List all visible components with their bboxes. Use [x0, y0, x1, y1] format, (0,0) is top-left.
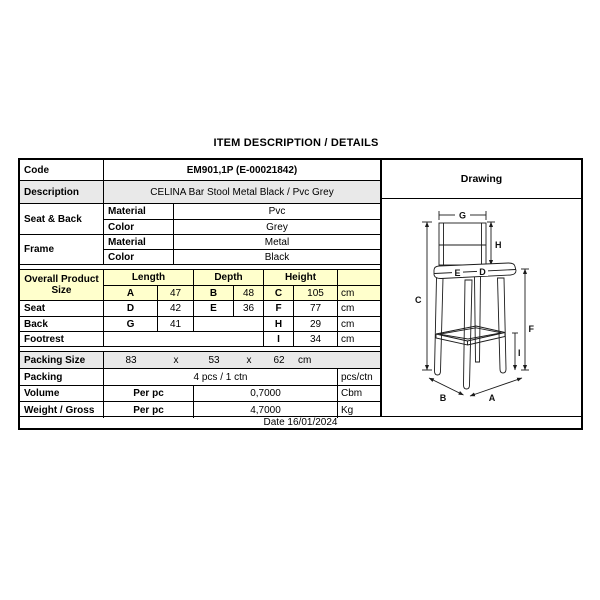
dim-key: H: [264, 317, 294, 331]
description-value: CELINA Bar Stool Metal Black / Pvc Grey: [150, 186, 334, 198]
material-label: Material: [104, 204, 174, 219]
per-pc-cell: Per pc: [104, 386, 194, 401]
overall-size-values-row: [104, 286, 380, 301]
dim-H: [487, 222, 502, 265]
weight-row: [20, 402, 380, 418]
seat-back-color-value: Grey: [266, 222, 288, 233]
footrest-size-row: [20, 332, 380, 347]
drawing-canvas: [382, 199, 581, 416]
code-value: EM901,1P (E-00021842): [186, 164, 298, 176]
empty-cell: [194, 317, 264, 331]
page-title: ITEM DESCRIPTION / DETAILS: [213, 137, 379, 149]
empty-cell: [104, 332, 264, 346]
seat-label: Seat: [20, 301, 104, 316]
unit-cell: pcs/ctn: [341, 371, 373, 383]
dim-G: [439, 211, 486, 221]
dim-key: D: [104, 301, 158, 316]
unit-cell: Kg: [341, 404, 354, 416]
dim-key: F: [264, 301, 294, 316]
seat-back-label: Seat & Back: [20, 204, 104, 234]
packing-size-label: Packing Size: [20, 352, 104, 368]
weight-value: 4,7000: [194, 402, 338, 418]
dim-label-f: F: [528, 324, 534, 334]
packing-value: 4 pcs / 1 ctn: [104, 369, 338, 385]
dim-F: [521, 269, 535, 370]
depth-header: Depth: [194, 270, 264, 285]
packing-dim: 62: [273, 354, 285, 366]
spec-left-section: [20, 160, 382, 416]
per-pc-cell: Per pc: [104, 402, 194, 418]
color-label: Color: [104, 250, 174, 265]
code-label: Code: [20, 160, 104, 180]
stool-drawing: [382, 199, 581, 411]
dim-value: 48: [234, 286, 264, 301]
color-label: Color: [104, 220, 174, 235]
length-header: Length: [104, 270, 194, 285]
dim-value: 47: [158, 286, 194, 301]
height-header: Height: [264, 270, 338, 285]
packing-row: [20, 369, 380, 386]
dim-key: I: [264, 332, 294, 346]
dim-value: 41: [158, 317, 194, 331]
backrest: [439, 223, 486, 265]
dim-key: A: [104, 286, 158, 301]
volume-label: Volume: [20, 386, 104, 401]
table-main-area: [20, 160, 581, 417]
dim-label-e: E: [454, 268, 461, 278]
back-size-row: [20, 317, 380, 332]
dim-B: [429, 378, 464, 403]
unit-cell: cm: [341, 333, 355, 345]
drawing-header: Drawing: [382, 160, 581, 199]
dim-label-g: G: [458, 210, 467, 221]
dim-label-d: D: [479, 267, 486, 277]
unit-header-blank: [338, 270, 380, 285]
seat-back-color-row: [104, 220, 380, 235]
drawing-column: [382, 160, 581, 416]
unit-text: cm: [298, 354, 312, 366]
code-row: [20, 160, 380, 181]
seat-back-group: [20, 204, 380, 235]
description-label: Description: [20, 181, 104, 203]
footrest-label: Footrest: [20, 332, 104, 346]
seat-back-material-row: [104, 204, 380, 220]
frame-color-row: [104, 250, 380, 265]
dim-value: 36: [234, 301, 264, 316]
packing-size-values: [104, 352, 380, 368]
dim-label-a: A: [488, 393, 496, 403]
material-label: Material: [104, 235, 174, 249]
packing-label: Packing: [20, 369, 104, 385]
dim-label-i: I: [518, 348, 521, 358]
packing-size-row: [20, 352, 380, 369]
dim-label-c: C: [415, 295, 422, 305]
frame-color-value: Black: [264, 252, 290, 263]
spec-table: [18, 158, 583, 430]
frame-material-value: Metal: [264, 236, 290, 248]
dim-value: 29: [294, 317, 338, 331]
dim-key: E: [194, 301, 234, 316]
dim-A: [470, 378, 522, 403]
volume-value: 0,7000: [194, 386, 338, 401]
dim-key: C: [264, 286, 294, 301]
seat: [434, 263, 516, 279]
dim-value: 42: [158, 301, 194, 316]
weight-label: Weight / Gross: [20, 402, 104, 418]
dim-I: [512, 333, 521, 370]
frame-label: Frame: [20, 235, 104, 264]
seat-size-row: [20, 301, 380, 317]
dim-value: 77: [294, 301, 338, 316]
frame-group: [20, 235, 380, 265]
dim-C: [415, 222, 432, 370]
volume-row: [20, 386, 380, 402]
packing-dim: 53: [208, 354, 220, 366]
back-label: Back: [20, 317, 104, 331]
unit-cell: cm: [341, 303, 355, 314]
frame-material-row: [104, 235, 380, 250]
unit-cell: cm: [341, 288, 355, 299]
date-row: [20, 417, 581, 429]
overall-size-group: [20, 270, 380, 301]
dim-key: G: [104, 317, 158, 331]
dim-key: B: [194, 286, 234, 301]
dim-value: 34: [294, 332, 338, 346]
dim-label-h: H: [495, 240, 502, 250]
date-text: Date 16/01/2024: [263, 417, 338, 429]
size-header-row: [104, 270, 380, 286]
packing-dim: 83: [125, 354, 137, 366]
unit-cell: Cbm: [341, 388, 363, 399]
times-symbol: x: [246, 354, 252, 366]
dim-value: 105: [294, 286, 338, 301]
times-symbol: x: [173, 354, 179, 366]
dim-label-b: B: [439, 393, 447, 403]
description-row: [20, 181, 380, 204]
unit-cell: cm: [341, 318, 355, 330]
seat-back-material-value: Pvc: [268, 206, 286, 217]
overall-size-label: Overall Product Size: [20, 270, 104, 300]
